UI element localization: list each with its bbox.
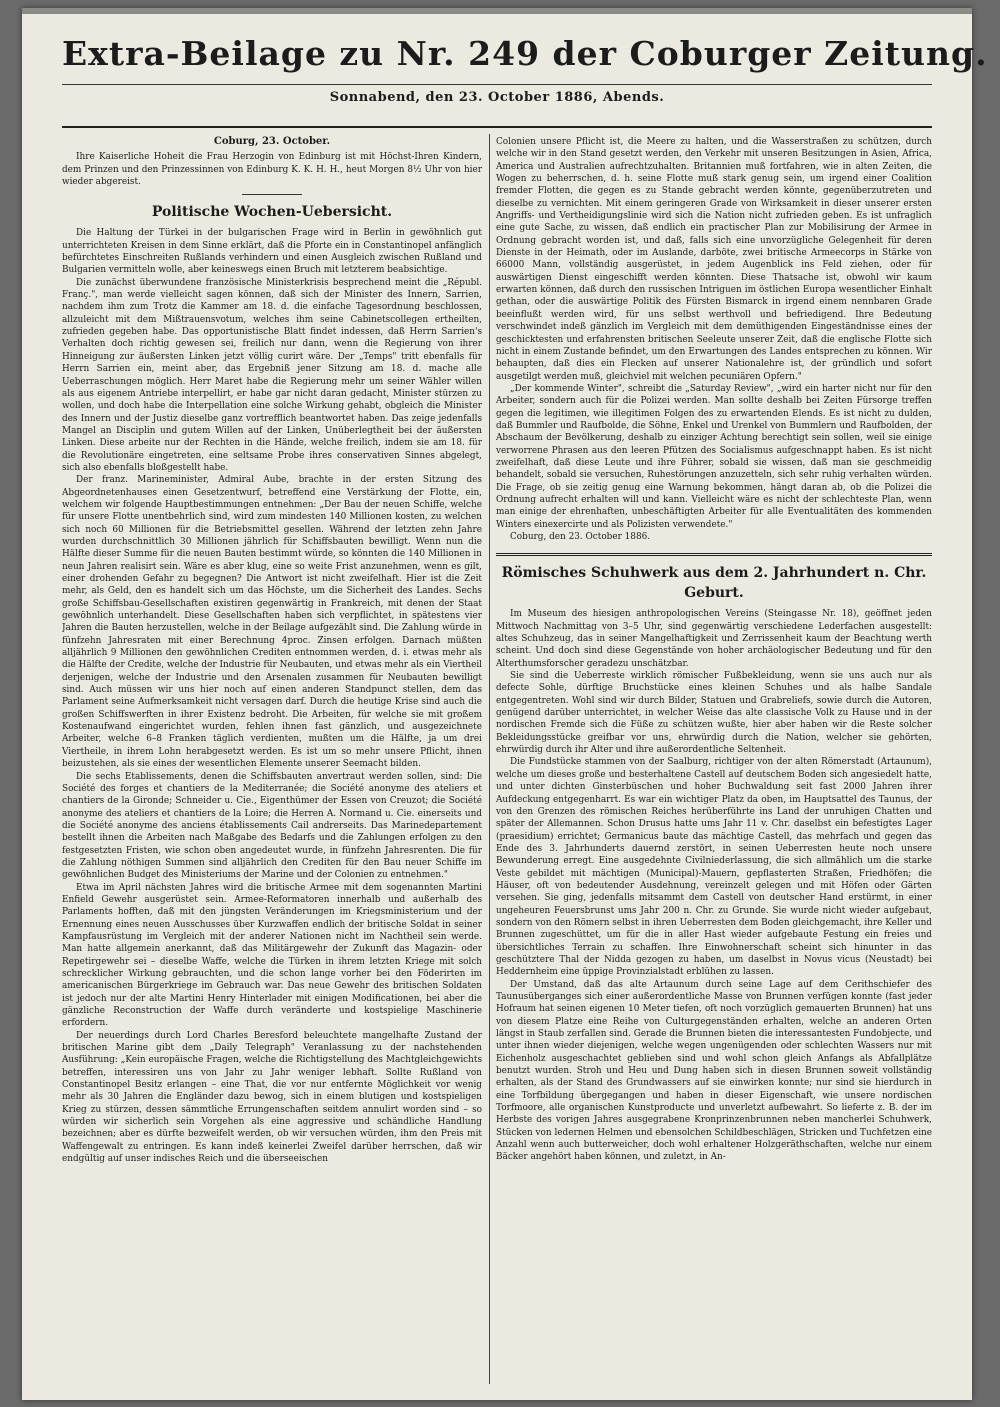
local-notice: Ihre Kaiserliche Hoheit die Frau Herzogin von Edinburg ist mit Höchst-Ihren Kindern, dem Prinzen und den Prinzessinnen von Edinburg K. K. H. H., heut Morgen 8½ Uhr von hier wieder abgereist.	[62, 152, 482, 188]
header-rule	[62, 126, 932, 128]
left-column	[62, 136, 482, 1379]
article-paragraph: Sie sind die Ueberreste wirklich römischer Fußbekleidung, wenn sie uns auch nur als defecte Sohle, dürftige Bruchstücke eines kleinen Schuhes und als halbe Sandale entgegentreten. Wohl sind wir durch Bilder, Statuen und Grabreliefs, sowie durch die Autoren, genügend darüber unterrichtet, in welcher Weise das alte classische Volk zu Hause und in der nordischen Fremde sich die Füße zu schützen wußte, hier aber haben wir die Reste solcher Bekleidungsstücke greifbar vor uns, ehrwürdig durch die Nation, welcher sie gehörten, ehrwürdig durch ihr Alter und ihre außerordentliche Seltenheit.	[496, 671, 932, 756]
column-divider	[489, 134, 490, 1384]
article-paragraph: „Der kommende Winter", schreibt die „Saturday Review", „wird ein harter nicht nur für den Arbeiter, sondern auch für die Polizei werden. Man sollte deshalb bei Zeiten Fürsorge treffen gegen die legitimen, wie illegitimen Folgen des zu erwartenden Elends. Es ist nicht zu dulden, daß Bummler und Raufbolde, die Söhne, Enkel und Urenkel von Bummlern und Raufbolden, der Abschaum der Bevölkerung, deshalb zu einziger Achtung berechtigt sein sollen, weil sie einige verworrene Phrasen aus den leeren Pfützen des Socialismus aufgeschnappt haben. Es ist nicht zweifelhaft, daß diese Leute und ihre Führer, sobald sie wissen, daß man sie geschmeidig behandelt, sobald sie versuchen, Ruhestörungen anzuzetteln, sich sehr ruhig verhalten würden. Die Frage, ob sie zeitig genug eine Warnung bekommen, hängt daran ab, ob die Polizei die Ordnung aufrecht erhalten will und kann. Vielleicht wäre es nicht der schlechteste Plan, wenn man einige der ehrenhaften, unbeschäftigten Arbeiter für alle Eventualitäten des kommenden Winters einexercirte und als Polizisten verwendete."	[496, 383, 932, 530]
local-news-dateline: Coburg, 23. October.	[213, 136, 331, 147]
article-paragraph: Die sechs Etablissements, denen die Schiffsbauten anvertraut werden sollen, sind: Die Société des forges et chantiers de la Mediterranée; die Société anonyme des ateliers et chantiers de la Gironde; Schneider u. Cie., Eigenthümer der Essen von Creuzot; die Société anonyme des ateliers et chantiers de la Loire; die Herren A. Normand u. Cie. einerseits und die Société anonyme des anciens établissements Cail andrerseits. Das Marinedepartement bestellt ihnen die Arbeiten nach Maßgabe des Bedarfs und die Zahlungen erfolgen zu den festgesetzten Fristen, wie schon oben angedeutet wurde, in fünfzehn Jahresrenten. Die für die Zahlung nöthigen Summen sind alljährlich den Crediten für den Bau neuer Schiffe im gewöhnlichen Budget des Ministeriums der Marine und der Colonien zu entnehmen."	[62, 771, 482, 881]
scan-edge	[22, 8, 972, 14]
article-paragraph: Die zunächst überwundene französische Ministerkrisis besprechend meint die „Républ. Franç.", man werde vielleicht sagen können, daß sich der Minister des Innern, Sarrien, nachdem ihm zum Trotz die Kammer am 18. d. die einfache Tagesordnung beschlossen, allzuleicht mit dem Mißtrauensvotum, welches ihm seine Cabinetscollegen ertheilten, zufrieden gegeben habe. Das opportunistische Blatt findet indessen, daß Herrn Sarrien's Verhalten doch richtig gewesen sei, freilich nur dann, wenn die Regierung von ihrer Hinneigung zur äußersten Linken jetzt völlig curirt wäre. Der „Temps" tritt ebenfalls für Herrn Sarrien ein, meint aber, das Ergebniß jener Sitzung am 18. d. mache alle Ueberraschungen möglich. Herr Maret habe die Regierung mehr um seiner Wähler willen als aus eigenem Antriebe interpellirt, er habe gar nicht daran gedacht, Minister stürzen zu wollen, und doch habe die Interpellation eine solche Wirkung gehabt, obgleich die Minister des Innern und der Justiz dieselbe ganz vortrefflich beantwortet haben. Das zeige jedenfalls Mangel an Disciplin und gutem Willen auf der Linken, Unüberlegtheit bei der äußersten Linken. Diese arbeite nur der Rechten in die Hände, welche freilich, indem sie am 18. für die Revolutionäre eingetreten, eine seltsame Probe ihres conservativen Sinnes abgelegt, sich also ebenfalls bloßgestellt habe.	[62, 277, 482, 473]
masthead-dateline: Sonnabend, den 23. October 1886, Abends.	[329, 90, 665, 105]
article-paragraph: Etwa im April nächsten Jahres wird die britische Armee mit dem sogenannten Martini Enfield Gewehr ausgerüstet sein. Armee-Reformatoren innerhalb und außerhalb des Parlaments hofften, daß mit den jüngsten Veränderungen im Kriegsministerium und der Ernennung eines neuen Ausschusses über Kurzwaffen endlich der britische Soldat in seiner Kampfausrüstung im Vergleich mit der anderer Nationen nicht im Nachtheil sein werde. Man hatte allgemein anerkannt, daß das Militärgewehr der Zukunft das Magazin- oder Repetirgewehr sei – dieselbe Waffe, welche die Türken in ihrem letzten Kriege mit solch schrecklicher Wirkung gebrauchten, und die schon lange vorher bei den Föderirten im americanischen Bürgerkriege im Gebrauch war. Das neue Gewehr des britischen Soldaten ist jedoch nur der alte Martini Henry Hinterlader mit einigen Modificationen, bei aber die gänzliche Reconstruction der Waffe durch veränderte und kostspielige Maschinerie erfordern.	[62, 882, 482, 1029]
section-divider	[496, 553, 932, 556]
article-paragraph: Der franz. Marineminister, Admiral Aube, brachte in der ersten Sitzung des Abgeordnetenhauses einen Gesetzentwurf, betreffend eine Verstärkung der Flotte, ein, welchem wir folgende Hauptbestimmungen entnehmen: „Der Bau der neuen Schiffe, welche für unsere Flotte unentbehrlich sind, wird zum mindesten 140 Millionen kosten, zu welchen sich noch 60 Millionen für die Betriebsmittel gesellen. Während der letzten zehn Jahre wurden durchschnittlich 30 Millionen jährlich für Schiffsbauten bewilligt. Wenn nun die Hälfte dieser Summe für die neuen Bauten bestimmt würde, so könnten die 140 Millionen in neun Jahren realisirt sein. Wäre es aber klug, eine so weite Frist anzunehmen, wenn es gilt, einer drohenden Gefahr zu begegnen? Die Antwort ist nicht zweifelhaft. Hier ist die Zeit mehr, als Geld, den es handelt sich um das Höchste, um die Sicherheit des Landes. Sechs große Schiffsbau-Gesellschaften existiren gegenwärtig in Frankreich, mit denen der Staat gewöhnlich unterhandelt. Diese Gesellschaften haben sich verpflichtet, in spätestens vier Jahren die Bauten herzustellen, welche in der Beilage aufgezählt sind. Die Zahlung würde in fünfzehn Jahresraten mit einer Berechnung 4proc. Zinsen erfolgen. Darnach müßten alljährlich 9 Millionen den gewöhnlichen Crediten entnommen werden, d. i. etwas mehr als die Hälfte der Credite, welche der Industrie für Neubauten, und etwas mehr als ein Viertheil derjenigen, welche der Industrie und den Arsenalen zusammen für Neubauten bewilligt sind. Auch müssen wir uns hier noch auf einen anderen Standpunct stellen, dem das Parlament seine Aufmerksamkeit nicht versagen darf. Durch die heutige Krise sind auch die großen Schiffswerften in ihrer Existenz bedroht. Die Arbeiten, für welche sie mit großem Kostenaufwand eingerichtet wurden, fehlen ihnen fast gänzlich, und ausgezeichnete Arbeiter, welche 6–8 Franken täglich verdienten, mußten um die Hälfte, ja um drei Viertheile, in ihrem Lohn herabgesetzt werden. Es ist um so mehr unsere Pflicht, ihnen beizustehen, als sie eines der wesentlichen Elemente unserer Seemacht bilden.	[62, 475, 482, 770]
article-signature: Coburg, den 23. October 1886.	[510, 532, 651, 542]
article-paragraph: Der Umstand, daß das alte Artaunum durch seine Lage auf dem Cerithschiefer des Taunusüberganges sich einer außerordentliche Masse von Brunnen verfügen konnte (fast jeder Hofraum hat seinen eigenen 10 Meter tiefen, oft noch vorzüglich gemauerten Brunnen) hat uns von diesem Platze eine Reihe von Culturgegenständen erhalten, welche an anderen Orten längst in Staub zerfallen sind. Gerade die Brunnen bieten die interessantesten Fundobjecte, und unter ihnen wieder diejenigen, welche wegen ungenügenden oder schlechten Wassers nur mit Eichenholz ausgeschachtet geblieben sind und wohl schon gleich Anfangs als Abfallplätze benutzt wurden. Stroh und Heu und Dung haben sich in diesen Brunnen soweit vollständig erhalten, als der Stand des Grundwassers auf sie einwirken konnte; nur sind sie hierdurch in eine Torfbildung übergegangen und haben in dieser Eigenschaft, wie unsere nordischen Torfmoore, alle organischen Kunstproducte und unverletzt aufbewahrt. So lieferte z. B. der im Herbste des vorigen Jahres ausgegrabene Kronprinzenbrunnen neben mancherlei Schuhwerk, Stücken von ledernen Helmen und ebensolchen Schildbeschlägen, Stricken und Tuchfetzen eine Anzahl wenn auch butterweicher, doch wohl erhaltener Holzgeräthschaften, welche nur einem Bäcker angehört haben können, und zuletzt, in An-	[496, 979, 932, 1163]
article-paragraph: Der neuerdings durch Lord Charles Beresford beleuchtete mangelhafte Zustand der britischen Marine gibt dem „Daily Telegraph" Veranlassung zu der nachstehenden Ausführung: „Kein europäische Fragen, welche die Richtigstellung des Machtgleichgewichts betreffen, interessiren uns von Jahr zu Jahr weniger lebhaft. Sollte Rußland von Constantinopel Besitz erlangen – eine That, die vor nur entfernte Möglichkeit vor wenig mehr als 30 Jahren die Engländer dazu bewog, sich in einem blutigen und kostspieligen Krieg zu stürzen, dessen sämmtliche Errungenschaften seitdem annulirt worden sind – so würden wir sicherlich sein Vorgehen als eine aggressive und schändliche Handlung bezeichnen; aber es dürfte bezweifelt werden, ob wir versuchen würden, ihm den Preis mit Waffengewalt zu entringen. Es kann indeß keinerlei Zweifel darüber herrschen, daß wir endgültig auf unser indisches Reich und die überseeischen	[62, 1030, 482, 1165]
right-column	[496, 136, 932, 1379]
article-paragraph: Die Haltung der Türkei in der bulgarischen Frage wird in Berlin in gewöhnlich gut unterrichteten Kreisen in dem Sinne erklärt, daß die Pforte ein in Constantinopel anfänglich befürchtetes Einschreiten Rußlands verhindern und einen Ausgleich zwischen Rußland und Bulgarien vermitteln wolle, aber keineswegs einen Bruch mit letzterem beabsichtige.	[62, 228, 482, 276]
masthead-rule	[62, 84, 932, 85]
article-paragraph: Im Museum des hiesigen anthropologischen Vereins (Steingasse Nr. 18), geöffnet jeden Mittwoch Nachmittag von 3–5 Uhr, sind gegenwärtig verschiedene Lederfachen ausgestellt: altes Schuhzeug, das in seiner Mangelhaftigkeit und Zerrissenheit kaum der Beachtung werth scheint. Und doch sind diese Gegenstände von hoher archäologischer Bedeutung und für den Alterthumsforscher geradezu unschätzbar.	[496, 609, 932, 669]
section-title-roman-shoes: Römisches Schuhwerk aus dem 2. Jahrhundert n. Chr. Geburt.	[501, 565, 927, 602]
article-paragraph-continued: Colonien unsere Pflicht ist, die Meere zu halten, und die Wasserstraßen zu schützen, durch welche wir in den Stand gesetzt werden, den Verkehr mit unseren Besitzungen in Asien, Africa, America und Australien aufrechtzuhalten. Britannien muß fortfahren, wie in alten Zeiten, die Wogen zu beherrschen, d. h. seine Flotte muß stark genug sein, um irgend einer Coalition fremder Flotten, die gegen es zu Stande gebracht werden könnte, gegenüberzutreten und dieselbe zu vernichten. Mit einem geringeren Grade von Wirksamkeit in dieser unserer ersten Angriffs- und Vertheidigungslinie wird sich die Nation nicht zufrieden geben. Es ist unfraglich eine gute Sache, zu wissen, daß endlich ein practischer Plan zur Mobilisirung der Armee in Ordnung gebracht worden ist, und daß, falls sich eine unvorzügliche Gelegenheit für deren Dienste in der Heimath, oder im Auslande, darböte, zwei britische Armeecorps in Stärke von 66000 Mann, vollständig ausgerüstet, in jedem Augenblick ins Feld ziehen, oder für auswärtigen Dienst eingeschifft werden könnten. Diese Thatsache ist, obwohl wir kaum erwarten können, daß durch den russischen Intriguen im östlichen Europa wesentlicher Einhalt gethan, oder die auswärtige Politik des Fürsten Bismarck in irgend einem nennbaren Grade beeinflußt werden wird, für uns selbst werthvoll und befriedigend. Ihre Bedeutung verschwindet indeß gänzlich im Vergleich mit dem demüthigenden Eingeständnisse eines der geschicktesten und erfahrensten britischen Seeleute unserer Zeit, daß die englische Flotte sich nicht in einem Zustande befindet, um den Erwartungen des Landes entsprechen zu können. Wir behaupten, daß dies ein Flecken auf unserer Nationalehre ist, der gründlich und sofort ausgetilgt werden muß, gleichviel mit welchen pecuniären Opfern."	[496, 137, 932, 382]
short-rule	[242, 194, 302, 195]
newspaper-page	[22, 8, 988, 1400]
article-paragraph: Die Fundstücke stammen von der Saalburg, richtiger von der alten Römerstadt (Artaunum), welche um dieses große und besterhaltene Castell auf deutschem Boden sich angesiedelt hatte, und unter dichten Ginsterbüschen und hoher Buchwaldung seit fast 2000 Jahren ihrer Aufdeckung entgegenharrt. Es war ein wichtiger Platz da oben, im Hauptsattel des Taunus, der von den Grenzen des römischen Reiches herüberführte ins Land der unruhigen Chatten und später der Allemannen. Schon Drusus hatte ums Jahr 11 v. Chr. daselbst ein befestigtes Lager (praesidium) errichtet; Germanicus baute das mächtige Castell, das mehrfach und gegen das Ende des 3. Jahrhunderts dauernd zerstört, in seinen Ueberresten heute noch unsere Bewunderung erregt. Eine ausgedehnte Civilniederlassung, die sich allmählich um die starke Veste gebildet mit mächtigen (Municipal)-Mauern, gepflasterten Straßen, Friedhöfen; die Häuser, oft von bedeutender Ausdehnung, vereinzelt gelegen und mit Höfen oder Gärten versehen. Sie ging, jedenfalls mitsammt dem Castell von deutscher Hand erstürmt, in einer ungeheuren Feuersbrunst ums Jahr 200 n. Chr. zu Grunde. Sie wurde nicht wieder aufgebaut, sondern von den Römern selbst in ihren Ueberresten dem Boden gleichgemacht, ihre Keller und Brunnen zugeschüttet, um für die in aller Hast wieder aufgebaute Festung ein freies und übersichtliches Terrain zu schaffen. Ihre Einwohnerschaft scheint sich hinunter in das geschütztere Thal der Nidda gezogen zu haben, um daselbst in Novus vicus (Neustadt) bei Heddernheim eine üppige Provinzialstadt erblühen zu lassen.	[496, 757, 932, 978]
masthead-title: Extra-Beilage zu Nr. 249 der Coburger Zeitung.	[62, 34, 988, 73]
section-title-weekly-review: Politische Wochen-Uebersicht.	[151, 204, 393, 221]
